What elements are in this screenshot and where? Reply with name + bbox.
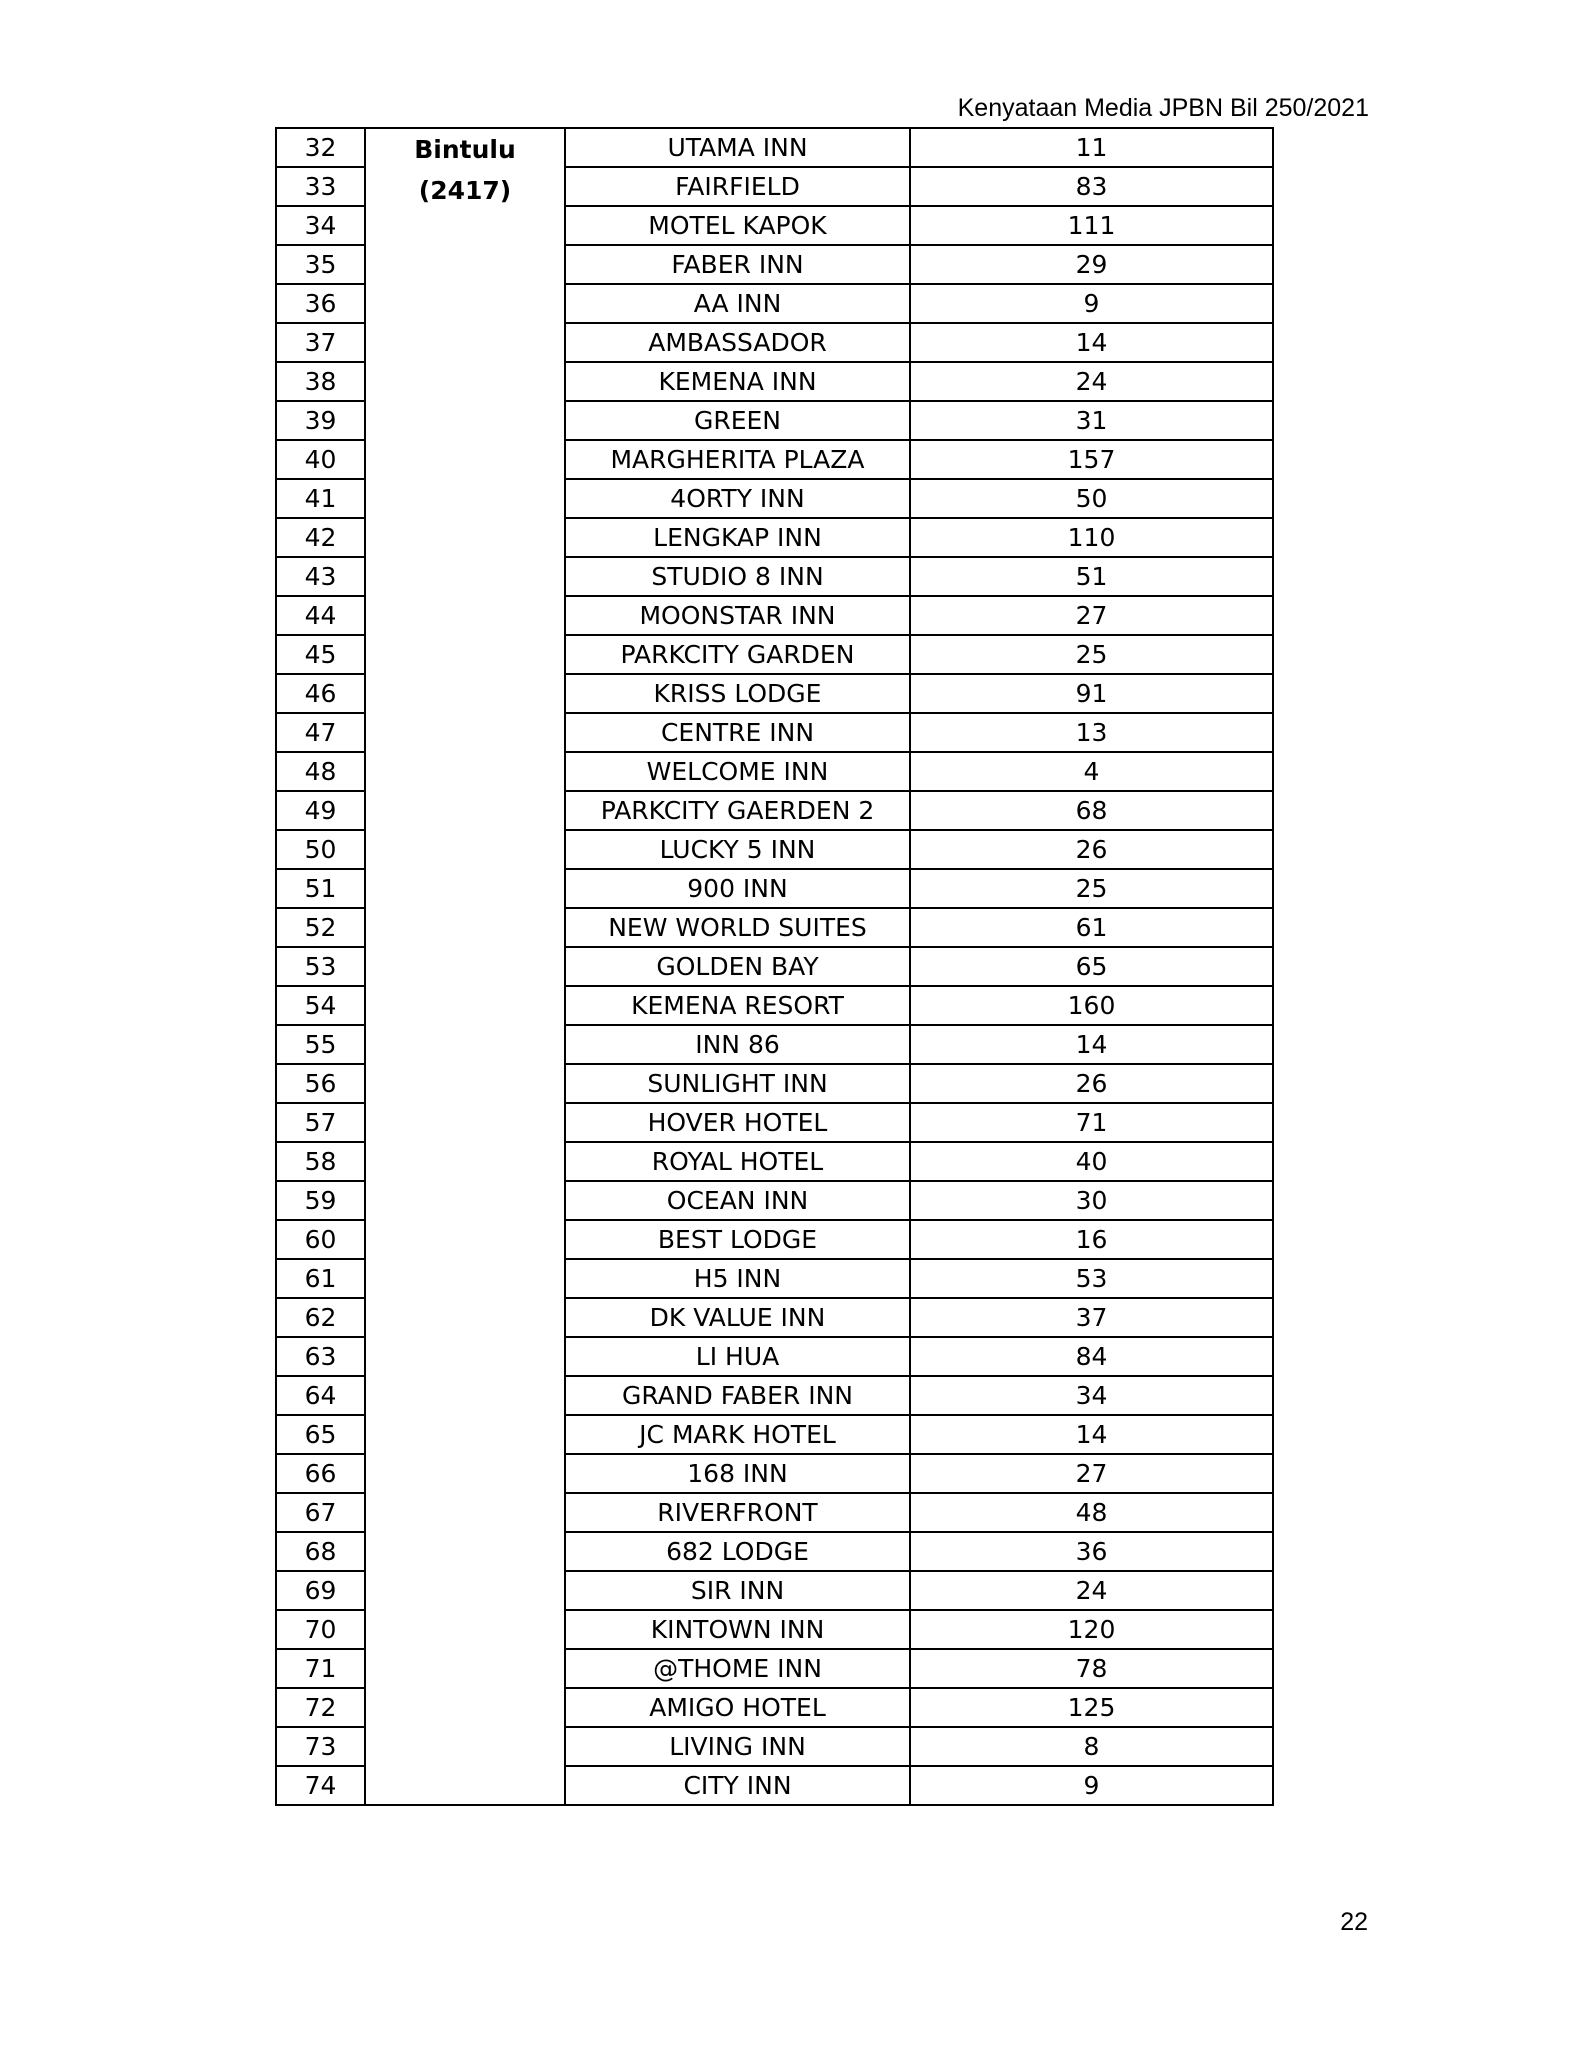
facility-name-cell: STUDIO 8 INN <box>565 557 910 596</box>
facility-name-cell: SUNLIGHT INN <box>565 1064 910 1103</box>
count-cell: 61 <box>910 908 1273 947</box>
facility-name-cell: LENGKAP INN <box>565 518 910 557</box>
count-cell: 34 <box>910 1376 1273 1415</box>
count-cell: 9 <box>910 284 1273 323</box>
row-number-cell: 55 <box>276 1025 365 1064</box>
row-number-cell: 60 <box>276 1220 365 1259</box>
facility-name-cell: H5 INN <box>565 1259 910 1298</box>
row-number-cell: 52 <box>276 908 365 947</box>
row-number-cell: 56 <box>276 1064 365 1103</box>
row-number-cell: 44 <box>276 596 365 635</box>
row-number-cell: 50 <box>276 830 365 869</box>
count-cell: 68 <box>910 791 1273 830</box>
count-cell: 8 <box>910 1727 1273 1766</box>
count-cell: 65 <box>910 947 1273 986</box>
row-number-cell: 54 <box>276 986 365 1025</box>
count-cell: 71 <box>910 1103 1273 1142</box>
count-cell: 24 <box>910 1571 1273 1610</box>
facility-name-cell: KINTOWN INN <box>565 1610 910 1649</box>
facility-name-cell: AA INN <box>565 284 910 323</box>
count-cell: 48 <box>910 1493 1273 1532</box>
count-cell: 14 <box>910 1025 1273 1064</box>
row-number-cell: 61 <box>276 1259 365 1298</box>
row-number-cell: 45 <box>276 635 365 674</box>
row-number-cell: 38 <box>276 362 365 401</box>
facility-name-cell: ROYAL HOTEL <box>565 1142 910 1181</box>
count-cell: 14 <box>910 323 1273 362</box>
row-number-cell: 51 <box>276 869 365 908</box>
facility-name-cell: LIVING INN <box>565 1727 910 1766</box>
count-cell: 4 <box>910 752 1273 791</box>
count-cell: 78 <box>910 1649 1273 1688</box>
facility-name-cell: CENTRE INN <box>565 713 910 752</box>
division-name: Bintulu <box>414 135 516 164</box>
count-cell: 13 <box>910 713 1273 752</box>
facility-name-cell: 168 INN <box>565 1454 910 1493</box>
document-header: Kenyataan Media JPBN Bil 250/2021 <box>957 94 1369 122</box>
row-number-cell: 70 <box>276 1610 365 1649</box>
facility-name-cell: KRISS LODGE <box>565 674 910 713</box>
facility-name-cell: NEW WORLD SUITES <box>565 908 910 947</box>
count-cell: 27 <box>910 596 1273 635</box>
row-number-cell: 42 <box>276 518 365 557</box>
row-number-cell: 58 <box>276 1142 365 1181</box>
facility-name-cell: GRAND FABER INN <box>565 1376 910 1415</box>
count-cell: 50 <box>910 479 1273 518</box>
row-number-cell: 39 <box>276 401 365 440</box>
row-number-cell: 49 <box>276 791 365 830</box>
row-number-cell: 32 <box>276 128 365 167</box>
count-cell: 84 <box>910 1337 1273 1376</box>
row-number-cell: 67 <box>276 1493 365 1532</box>
count-cell: 25 <box>910 635 1273 674</box>
facility-name-cell: 682 LODGE <box>565 1532 910 1571</box>
division-cell <box>365 128 565 1805</box>
count-cell: 91 <box>910 674 1273 713</box>
row-number-cell: 43 <box>276 557 365 596</box>
row-number-cell: 64 <box>276 1376 365 1415</box>
facility-name-cell: PARKCITY GARDEN <box>565 635 910 674</box>
count-cell: 16 <box>910 1220 1273 1259</box>
row-number-cell: 59 <box>276 1181 365 1220</box>
facility-name-cell: MARGHERITA PLAZA <box>565 440 910 479</box>
count-cell: 14 <box>910 1415 1273 1454</box>
count-cell: 31 <box>910 401 1273 440</box>
division-total: (2417) <box>418 176 512 205</box>
count-cell: 26 <box>910 1064 1273 1103</box>
row-number-cell: 46 <box>276 674 365 713</box>
count-cell: 160 <box>910 986 1273 1025</box>
row-number-cell: 37 <box>276 323 365 362</box>
row-number-cell: 53 <box>276 947 365 986</box>
facility-name-cell: SIR INN <box>565 1571 910 1610</box>
row-number-cell: 72 <box>276 1688 365 1727</box>
row-number-cell: 35 <box>276 245 365 284</box>
facility-name-cell: WELCOME INN <box>565 752 910 791</box>
row-number-cell: 62 <box>276 1298 365 1337</box>
facility-name-cell: AMIGO HOTEL <box>565 1688 910 1727</box>
facility-name-cell: OCEAN INN <box>565 1181 910 1220</box>
facility-name-cell: MOONSTAR INN <box>565 596 910 635</box>
facility-name-cell: @THOME INN <box>565 1649 910 1688</box>
count-cell: 25 <box>910 869 1273 908</box>
row-number-cell: 36 <box>276 284 365 323</box>
facility-name-cell: LUCKY 5 INN <box>565 830 910 869</box>
row-number-cell: 74 <box>276 1766 365 1805</box>
facility-name-cell: FAIRFIELD <box>565 167 910 206</box>
facility-name-cell: MOTEL KAPOK <box>565 206 910 245</box>
row-number-cell: 40 <box>276 440 365 479</box>
facility-name-cell: AMBASSADOR <box>565 323 910 362</box>
count-cell: 30 <box>910 1181 1273 1220</box>
facility-name-cell: DK VALUE INN <box>565 1298 910 1337</box>
count-cell: 26 <box>910 830 1273 869</box>
facility-name-cell: HOVER HOTEL <box>565 1103 910 1142</box>
facility-name-cell: 4ORTY INN <box>565 479 910 518</box>
facility-name-cell: BEST LODGE <box>565 1220 910 1259</box>
facility-name-cell: PARKCITY GAERDEN 2 <box>565 791 910 830</box>
row-number-cell: 66 <box>276 1454 365 1493</box>
facility-name-cell: UTAMA INN <box>565 128 910 167</box>
row-number-cell: 63 <box>276 1337 365 1376</box>
facility-name-cell: GREEN <box>565 401 910 440</box>
count-cell: 36 <box>910 1532 1273 1571</box>
count-cell: 24 <box>910 362 1273 401</box>
row-number-cell: 71 <box>276 1649 365 1688</box>
count-cell: 51 <box>910 557 1273 596</box>
facility-name-cell: KEMENA INN <box>565 362 910 401</box>
facility-name-cell: INN 86 <box>565 1025 910 1064</box>
facility-name-cell: GOLDEN BAY <box>565 947 910 986</box>
table-row <box>276 128 1273 167</box>
count-cell: 120 <box>910 1610 1273 1649</box>
row-number-cell: 47 <box>276 713 365 752</box>
facility-name-cell: LI HUA <box>565 1337 910 1376</box>
facility-name-cell: CITY INN <box>565 1766 910 1805</box>
count-cell: 9 <box>910 1766 1273 1805</box>
count-cell: 37 <box>910 1298 1273 1337</box>
facility-name-cell: RIVERFRONT <box>565 1493 910 1532</box>
facility-table <box>275 127 1274 1806</box>
count-cell: 111 <box>910 206 1273 245</box>
count-cell: 83 <box>910 167 1273 206</box>
count-cell: 125 <box>910 1688 1273 1727</box>
row-number-cell: 65 <box>276 1415 365 1454</box>
page-number: 22 <box>1340 1908 1368 1936</box>
count-cell: 110 <box>910 518 1273 557</box>
row-number-cell: 69 <box>276 1571 365 1610</box>
row-number-cell: 73 <box>276 1727 365 1766</box>
row-number-cell: 48 <box>276 752 365 791</box>
facility-name-cell: KEMENA RESORT <box>565 986 910 1025</box>
count-cell: 27 <box>910 1454 1273 1493</box>
row-number-cell: 34 <box>276 206 365 245</box>
count-cell: 40 <box>910 1142 1273 1181</box>
row-number-cell: 68 <box>276 1532 365 1571</box>
table-body <box>276 128 1273 1805</box>
facility-name-cell: JC MARK HOTEL <box>565 1415 910 1454</box>
facility-name-cell: 900 INN <box>565 869 910 908</box>
count-cell: 29 <box>910 245 1273 284</box>
row-number-cell: 33 <box>276 167 365 206</box>
count-cell: 157 <box>910 440 1273 479</box>
facility-name-cell: FABER INN <box>565 245 910 284</box>
row-number-cell: 41 <box>276 479 365 518</box>
count-cell: 53 <box>910 1259 1273 1298</box>
count-cell: 11 <box>910 128 1273 167</box>
row-number-cell: 57 <box>276 1103 365 1142</box>
